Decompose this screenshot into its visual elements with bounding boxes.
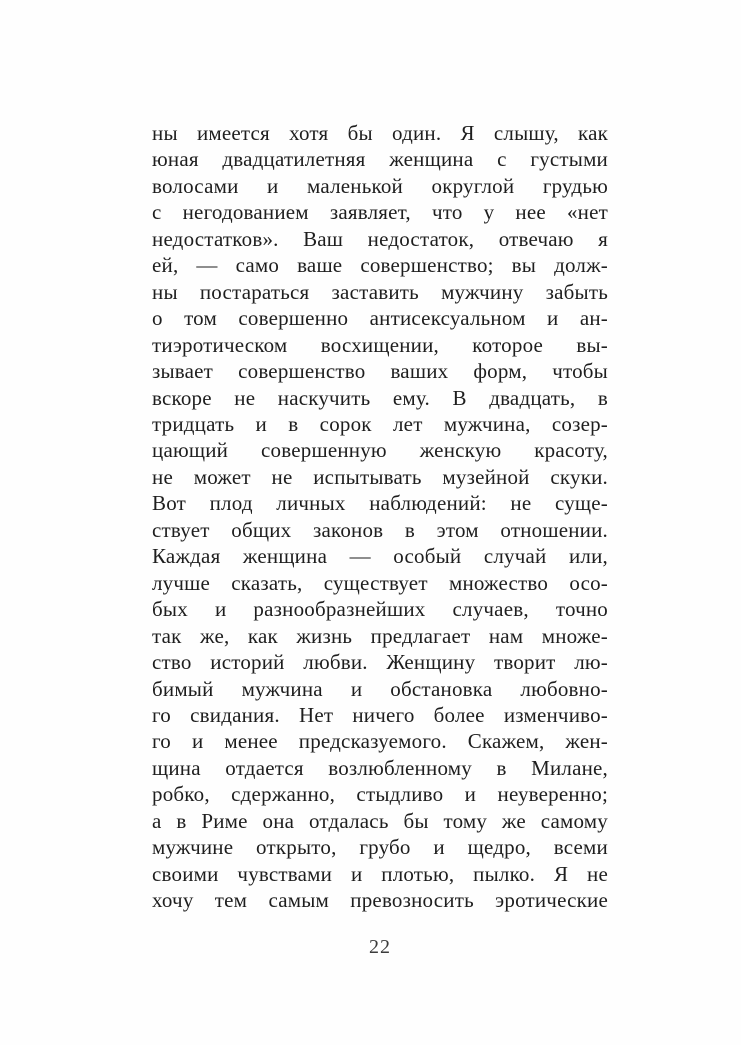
text-line: так же, как жизнь предлагает нам множе- [152,623,608,648]
text-line: Каждая женщина — особый случай или, [152,544,608,569]
text-line: мужчине открыто, грубо и щедро, всеми [152,835,608,860]
text-line: цающий совершенную женскую красоту, [152,438,608,463]
text-line: ство историй любви. Женщину творит лю- [152,650,608,675]
text-line: а в Риме она отдалась бы тому же самому [152,808,608,833]
text-line: бых и разнообразнейших случаев, точно [152,597,608,622]
text-line: ей, — само ваше совершенство; вы долж- [152,253,608,278]
text-line: го и менее предсказуемого. Скажем, жен- [152,729,608,754]
text-line: недостатков». Ваш недостаток, отвечаю я [152,226,608,251]
text-line: лучше сказать, существует множество осо- [152,570,608,595]
text-line: бимый мужчина и обстановка любовно- [152,676,608,701]
text-line: ны постараться заставить мужчину забыть [152,279,608,304]
page-number: 22 [369,936,391,958]
text-line: Вот плод личных наблюдений: не суще- [152,491,608,516]
text-line: с негодованием заявляет, что у нее «нет [152,200,608,225]
text-line: волосами и маленькой округлой грудью [152,173,608,198]
text-line: го свидания. Нет ничего более изменчиво- [152,702,608,727]
text-line: юная двадцатилетняя женщина с густыми [152,147,608,172]
text-line: тридцать и в сорок лет мужчина, созер- [152,411,608,436]
text-line: щина отдается возлюбленному в Милане, [152,755,608,780]
text-line: своими чувствами и плотью, пылко. Я не [152,861,608,886]
text-line: ствует общих законов в этом отношении. [152,517,608,542]
body-text [152,120,608,914]
text-line: о том совершенно антисексуальном и ан- [152,306,608,331]
text-line: робко, сдержанно, стыдливо и неуверенно; [152,782,608,807]
text-line: вскоре не наскучить ему. В двадцать, в [152,385,608,410]
text-line: хочу тем самым превозносить эротические [152,888,608,913]
text-line: не может не испытывать музейной скуки. [152,464,608,489]
text-line: зывает совершенство ваших форм, чтобы [152,359,608,384]
text-line: тиэротическом восхищении, которое вы- [152,332,608,357]
text-line: ны имеется хотя бы один. Я слышу, как [152,121,608,145]
